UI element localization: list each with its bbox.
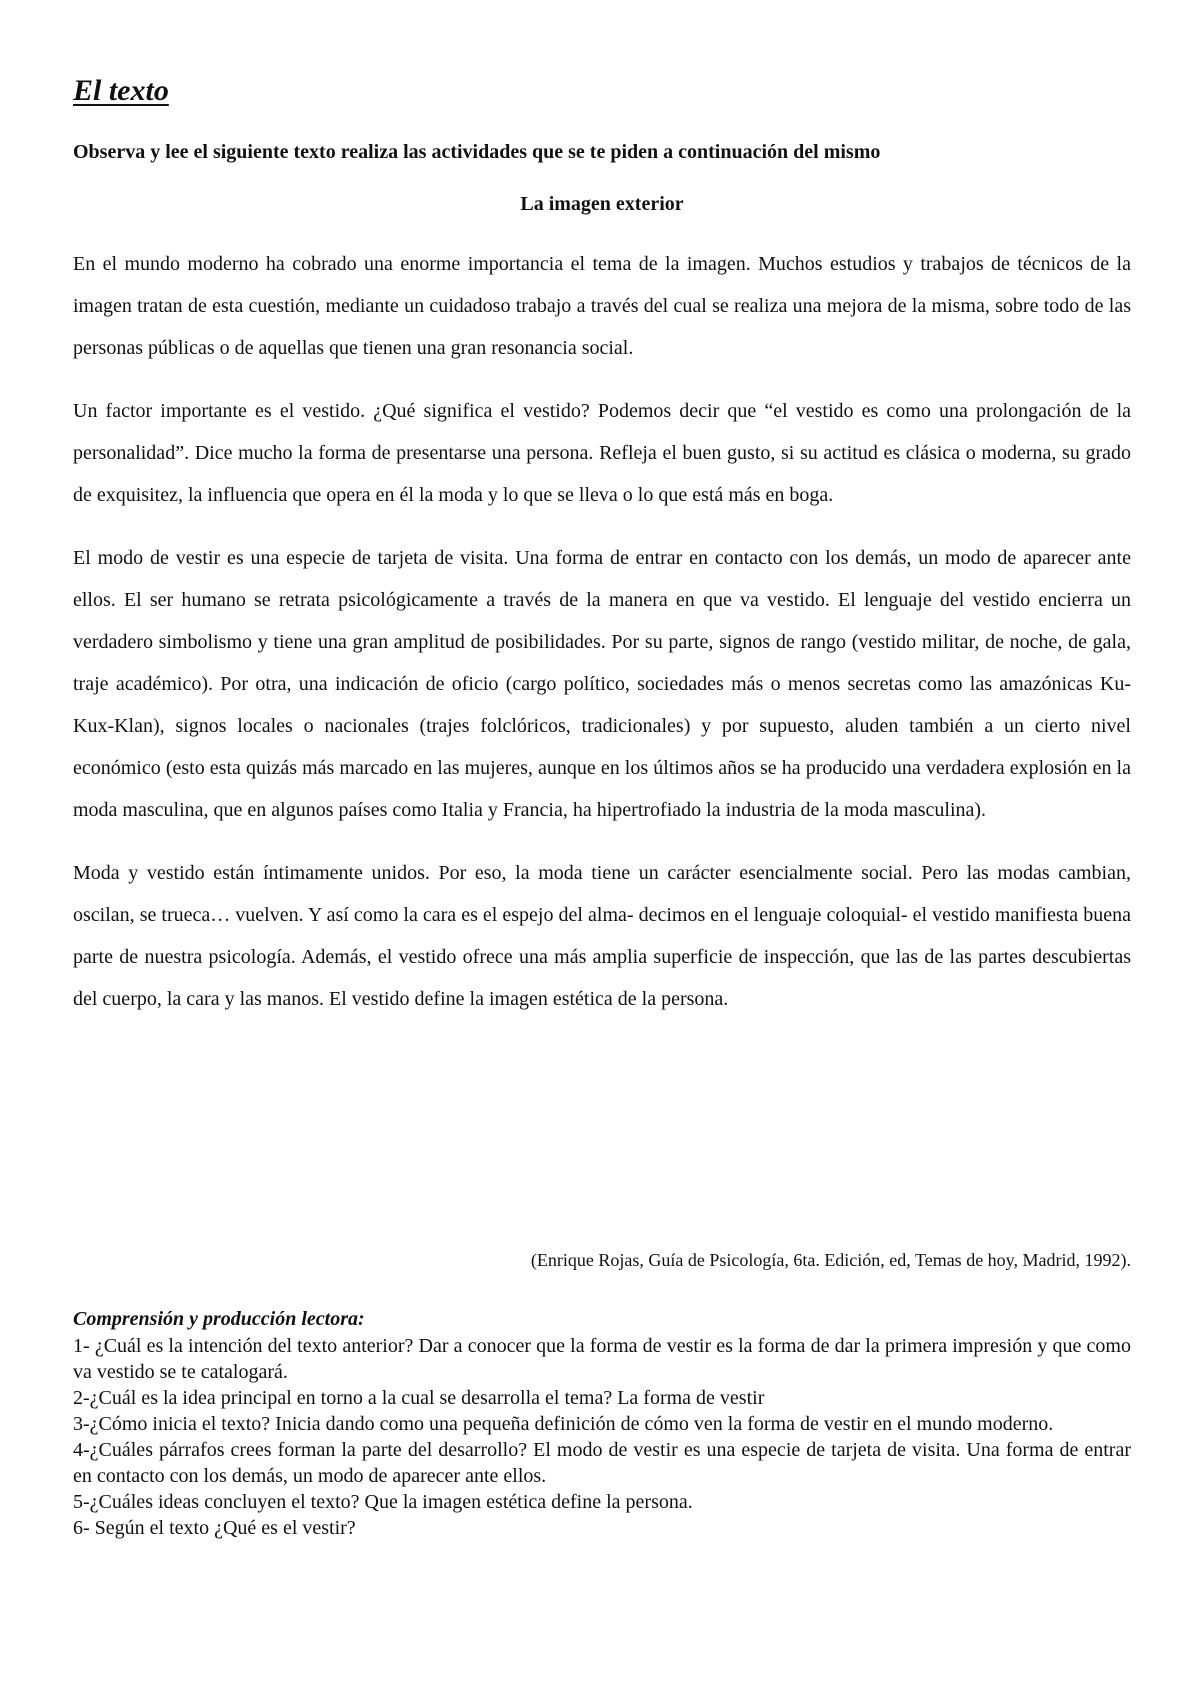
question-item: 2-¿Cuál es la idea principal en torno a la cual se desarrolla el tema? La forma de vestir (73, 1387, 765, 1409)
instruction-text: Observa y lee el siguiente texto realiza las actividades que se te piden a continuación del mismo (73, 141, 881, 163)
comprehension-section (73, 1306, 1131, 1541)
question-item: 1- ¿Cuál es la intención del texto anterior? Dar a conocer que la forma de vestir es la forma de dar la primera impresión y que como va vestido se te catalogará. (73, 1335, 1131, 1383)
question-item: 5-¿Cuáles ideas concluyen el texto? Que la imagen estética define la persona. (73, 1491, 693, 1513)
reading-body (73, 243, 1131, 1041)
paragraph: En el mundo moderno ha cobrado una enorme importancia el tema de la imagen. Muchos estudios y trabajos de técnicos de la imagen tratan de esta cuestión, mediante un cuidadoso trabajo a través del cual se realiza una mejora de la misma, sobre todo de las personas públicas o de aquellas que tienen una gran resonancia social. (73, 253, 1131, 359)
document-title: El texto (73, 74, 169, 107)
comprehension-heading: Comprensión y producción lectora: (73, 1308, 365, 1330)
paragraph: El modo de vestir es una especie de tarjeta de visita. Una forma de entrar en contacto con los demás, un modo de aparecer ante ellos. El ser humano se retrata psicológicamente a través de la manera en que va vestido. El lenguaje del vestido encierra un verdadero simbolismo y tiene una gran amplitud de posibilidades. Por su parte, signos de rango (vestido militar, de noche, de gala, traje académico). Por otra, una indicación de oficio (cargo político, sociedades más o menos secretas como las amazónicas Ku- Kux-Klan), signos locales o nacionales (trajes folclóricos, tradicionales) y por supuesto, aluden también a un cierto nivel económico (esto esta quizás más marcado en las mujeres, aunque en los últimos años se ha producido una verdadera explosión en la moda masculina, que en algunos países como Italia y Francia, ha hipertrofiado la industria de la moda masculina). (73, 547, 1131, 821)
question-item: 6- Según el texto ¿Qué es el vestir? (73, 1517, 356, 1539)
reading-title: La imagen exterior (520, 193, 684, 215)
paragraph: Moda y vestido están íntimamente unidos. Por eso, la moda tiene un carácter esencialmente social. Pero las modas cambian, oscilan, se trueca… vuelven. Y así como la cara es el espejo del alma- decimos en el lenguaje coloquial- el vestido manifiesta buena parte de nuestra psicología. Además, el vestido ofrece una más amplia superficie de inspección, que las de las partes descubiertas del cuerpo, la cara y las manos. El vestido define la imagen estética de la persona. (73, 862, 1131, 1010)
question-item: 4-¿Cuáles párrafos crees forman la parte del desarrollo? El modo de vestir es una especie de tarjeta de visita. Una forma de entrar en contacto con los demás, un modo de aparecer ante ellos. (73, 1439, 1131, 1487)
source-citation: (Enrique Rojas, Guía de Psicología, 6ta. Edición, ed, Temas de hoy, Madrid, 1992). (530, 1250, 1131, 1270)
paragraph: Un factor importante es el vestido. ¿Qué significa el vestido? Podemos decir que “el vestido es como una prolongación de la personalidad”. Dice mucho la forma de presentarse una persona. Refleja el buen gusto, si su actitud es clásica o moderna, su grado de exquisitez, la influencia que opera en él la moda y lo que se lleva o lo que está más en boga. (73, 400, 1131, 506)
question-item: 3-¿Cómo inicia el texto? Inicia dando como una pequeña definición de cómo ven la forma de vestir en el mundo moderno. (73, 1413, 1054, 1435)
